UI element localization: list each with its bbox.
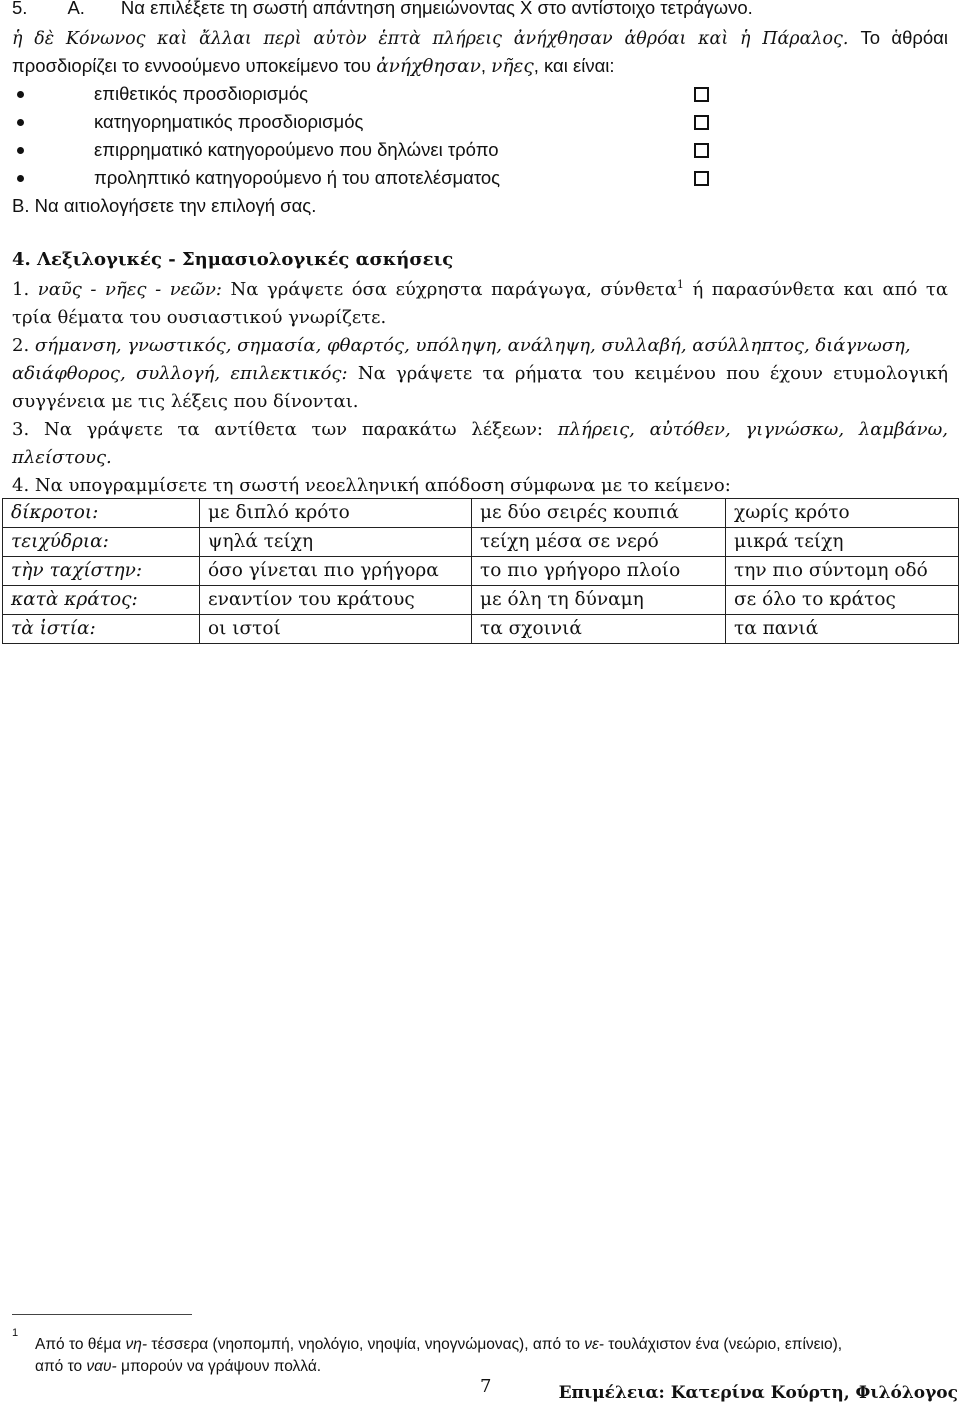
exercise-2-words: σήμανση, γνωστικός, σημασία, φθαρτός, υπόληψη, ανάληψη, συλλαβή, ασύλληπτος, διάγνωση,: [34, 335, 911, 356]
table-cell-option[interactable]: όσο γίνεται πιο γρήγορα: [200, 557, 472, 586]
table-cell-option[interactable]: τα πανιά: [726, 615, 959, 644]
bullet-icon: [17, 119, 24, 126]
table-cell-term: τὴν ταχίστην:: [3, 557, 200, 586]
table-cell-option[interactable]: χωρίς κρότο: [726, 499, 959, 528]
table-cell-term: τὰ ἱστία:: [3, 615, 200, 644]
q5-instruction: Να επιλέξετε τη σωστή απάντηση σημειώνοντας Χ στο αντίστοιχο τετράγωνο.: [120, 0, 753, 18]
page-number: 7: [480, 1376, 492, 1397]
option-1-checkbox[interactable]: [694, 87, 709, 102]
translation-table: [2, 498, 959, 644]
table-cell-option[interactable]: την πιο σύντομη οδό: [726, 557, 959, 586]
table-cell-option[interactable]: με διπλό κρότο: [200, 499, 472, 528]
exercise-2-line-1: 2. σήμανση, γνωστικός, σημασία, φθαρτός, υπόληψη, ανάληψη, συλλαβή, ασύλληπτος, διάγνωση,: [12, 335, 911, 356]
exercise-2-line-2: αδιάφθορος, συλλογή, επιλεκτικός: Να γράψετε τα ρήματα του κειμένου που έχουν ετυμολογική: [12, 363, 948, 384]
exercise-1-words: ναῦς - νῆες - νεῶν:: [37, 279, 222, 300]
table-cell-option[interactable]: μικρά τείχη: [726, 528, 959, 557]
table-cell-option[interactable]: με όλη τη δύναμη: [472, 586, 726, 615]
table-row: [3, 586, 959, 615]
table-cell-term: κατὰ κράτος:: [3, 586, 200, 615]
table-cell-option[interactable]: το πιο γρήγορο πλοίο: [472, 557, 726, 586]
option-4: προληπτικό κατηγορούμενο ή του αποτελέσματος: [12, 164, 712, 192]
q5-number: 5.: [12, 0, 28, 18]
exercise-3-words: πλήρεις, αὐτόθεν, γιγνώσκω, λαμβάνω,: [557, 419, 948, 440]
section-title: 4. Λεξιλογικές - Σημασιολογικές ασκήσεις: [12, 249, 454, 270]
q5-quote: ἡ δὲ Κόνωνος καὶ ἄλλαι περὶ αὐτὸν ἑπτὰ πλήρεις ἀνήχθησαν ἁθρόαι καὶ ἡ Πάραλος.: [12, 29, 849, 49]
footnote-ref[interactable]: 1: [676, 278, 684, 291]
table-cell-option[interactable]: ψηλά τείχη: [200, 528, 472, 557]
footnote-divider: [12, 1314, 192, 1315]
table-cell-option[interactable]: τείχη μέσα σε νερό: [472, 528, 726, 557]
option-4-checkbox[interactable]: [694, 171, 709, 186]
q5-quote-tail: Το ἁθρόαι: [860, 27, 948, 48]
option-3-checkbox[interactable]: [694, 143, 709, 158]
footnote-line-2: από το ναυ- μπορούν να γράψουν πολλά.: [35, 1358, 322, 1375]
table-cell-option[interactable]: εναντίον του κράτους: [200, 586, 472, 615]
footnote-line-1: Από το θέμα νη- τέσσερα (νηοπομπή, νηολόγιο, νηοψία, νηογνώμονας), από το νε- τουλάχιστον ένα (νεώριο, επίνειο),: [35, 1336, 843, 1353]
option-3: επιρρηματικό κατηγορούμενο που δηλώνει τρόπο: [12, 136, 712, 164]
q5-instruction-line: [12, 0, 948, 22]
bullet-icon: [17, 175, 24, 182]
exercise-1-line-1: 1. ναῦς - νῆες - νεῶν: Να γράψετε όσα εύχρηστα παράγωγα, σύνθετα$^1$ ή παρασύνθετα και από τα: [12, 278, 948, 300]
table-row: [3, 528, 959, 557]
table-row: [3, 557, 959, 586]
table-row: [3, 499, 959, 528]
q5-part-b: Β. Να αιτιολογήσετε την επιλογή σας.: [12, 195, 317, 216]
q5-quote-line: [12, 24, 948, 53]
table-cell-option[interactable]: σε όλο το κράτος: [726, 586, 959, 615]
table-cell-option[interactable]: οι ιστοί: [200, 615, 472, 644]
option-1: επιθετικός προσδιορισμός: [12, 80, 712, 108]
option-2-checkbox[interactable]: [694, 115, 709, 130]
option-2: κατηγορηματικός προσδιορισμός: [12, 108, 712, 136]
q5-part-a: Α.: [67, 0, 85, 18]
exercise-2-line-3: συγγένεια με τις λέξεις που δίνονται.: [12, 391, 359, 412]
table-cell-term: δίκροτοι:: [3, 499, 200, 528]
table-cell-option[interactable]: τα σχοινιά: [472, 615, 726, 644]
bullet-icon: [17, 147, 24, 154]
bullet-icon: [17, 91, 24, 98]
q5-subject-line: προσδιορίζει το εννοούμενο υποκείμενο του ἀνήχθησαν, νῆες, και είναι:: [12, 55, 615, 77]
footer-credit: Επιμέλεια: Κατερίνα Κούρτη, Φιλόλογος: [558, 1383, 958, 1403]
footnote-marker: 1: [12, 1327, 19, 1339]
table-cell-term: τειχύδρια:: [3, 528, 200, 557]
exercise-3-line-1: 3. Να γράψετε τα αντίθετα των παρακάτω λέξεων: πλήρεις, αὐτόθεν, γιγνώσκω, λαμβάνω,: [12, 419, 948, 440]
exercise-3-line-2: πλείστους.: [12, 447, 112, 468]
table-row: [3, 615, 959, 644]
table-cell-option[interactable]: με δύο σειρές κουπιά: [472, 499, 726, 528]
exercise-1-line-2: τρία θέματα του ουσιαστικού γνωρίζετε.: [12, 307, 387, 328]
exercise-4-line: 4. Να υπογραμμίσετε τη σωστή νεοελληνική απόδοση σύμφωνα με το κείμενο:: [12, 475, 731, 496]
